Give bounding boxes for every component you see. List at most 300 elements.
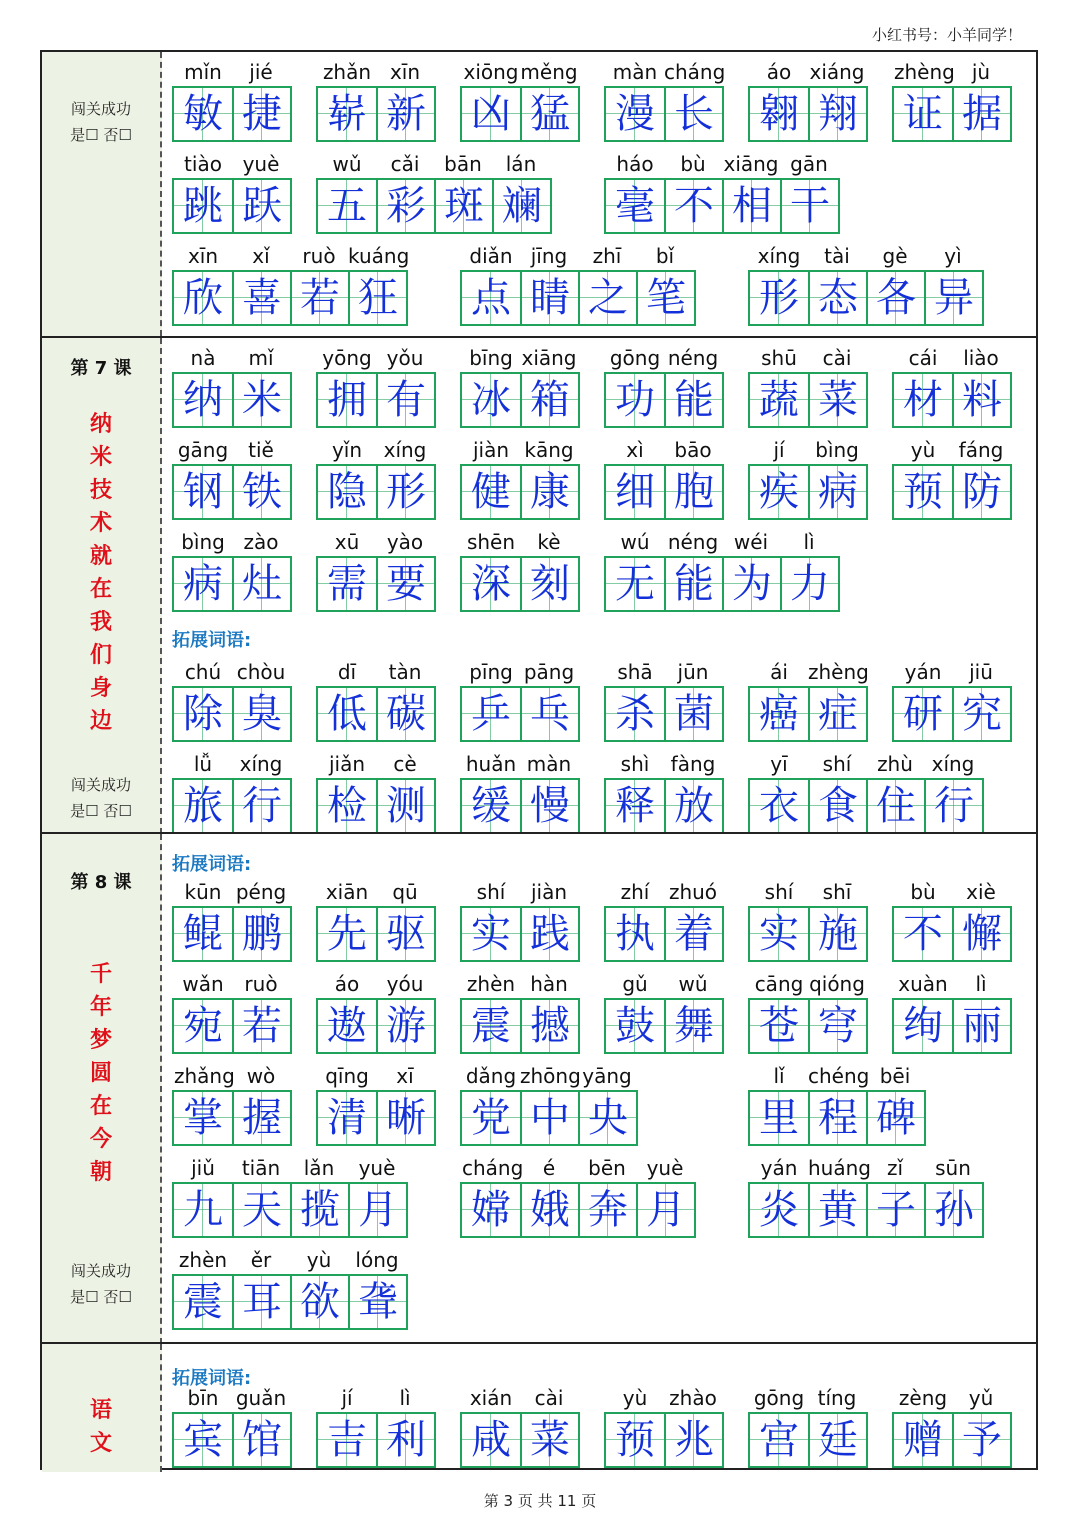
- pinyin: shí: [764, 880, 794, 904]
- tianzige-cell: [750, 466, 808, 518]
- tianzige-cell: [894, 466, 952, 518]
- pinyin-row: [604, 660, 724, 686]
- lesson-title-char: 术: [89, 510, 112, 536]
- pinyin-row: [460, 880, 580, 906]
- hanzi-char: 捷: [242, 91, 282, 137]
- pinyin: yāng: [582, 1064, 632, 1088]
- pinyin: chéng: [808, 1064, 870, 1088]
- hanzi-char: 刻: [530, 561, 570, 607]
- vocab-word: [748, 972, 868, 1054]
- vocab-word: [172, 1064, 292, 1146]
- pinyin: bēn: [588, 1156, 626, 1180]
- vocab-word: [604, 530, 840, 612]
- tianzige-grid: [460, 372, 580, 428]
- tianzige-cell: [318, 1092, 376, 1144]
- hanzi-char: 预: [903, 469, 943, 515]
- pinyin: lǐ: [773, 1064, 785, 1088]
- pinyin: shī: [822, 880, 852, 904]
- pinyin: yù: [622, 1386, 648, 1410]
- hanzi-char: 游: [386, 1003, 426, 1049]
- tianzige-cell: [952, 374, 1010, 426]
- tianzige-cell: [750, 1414, 808, 1466]
- tianzige-cell: [722, 558, 780, 610]
- hanzi-char: 低: [327, 691, 367, 737]
- tianzige-grid: [316, 372, 436, 428]
- pinyin-row: [172, 1386, 292, 1412]
- hanzi-char: 握: [242, 1095, 282, 1141]
- tianzige-cell: [318, 180, 376, 232]
- pass-yes-no-checkboxes[interactable]: 是☐ 否☐: [70, 1288, 132, 1306]
- pinyin: qīng: [325, 1064, 369, 1088]
- tianzige-grid: [604, 998, 724, 1054]
- hanzi-char: 冰: [471, 377, 511, 423]
- tianzige-cell: [174, 374, 232, 426]
- pinyin: háo: [616, 152, 654, 176]
- tianzige-grid: [172, 1274, 408, 1330]
- tianzige-cell: [520, 1000, 578, 1052]
- tianzige-cell: [318, 688, 376, 740]
- pinyin: wéi: [733, 530, 769, 554]
- pinyin-row: [172, 152, 292, 178]
- tianzige-cell: [808, 908, 866, 960]
- pinyin-row: [172, 60, 292, 86]
- pinyin: wǎn: [182, 972, 224, 996]
- hanzi-char: 跳: [183, 183, 223, 229]
- tianzige-cell: [664, 780, 722, 832]
- tianzige-grid: [892, 998, 1012, 1054]
- pinyin-row: [748, 1156, 984, 1182]
- hanzi-char: 释: [615, 783, 655, 829]
- hanzi-char: 实: [471, 911, 511, 957]
- tianzige-cell: [462, 908, 520, 960]
- pinyin: bāo: [674, 438, 712, 462]
- tianzige-grid: [460, 1090, 638, 1146]
- vocab-word: [748, 346, 868, 428]
- hanzi-char: 各: [876, 275, 916, 321]
- hanzi-char: 菜: [530, 1417, 570, 1463]
- tianzige-grid: [172, 270, 408, 326]
- lesson-title: [42, 1394, 160, 1460]
- pinyin: néng: [667, 530, 719, 554]
- pinyin-row: [748, 1386, 868, 1412]
- tianzige-cell: [376, 688, 434, 740]
- tianzige-grid: [460, 270, 696, 326]
- hanzi-char: 穹: [818, 1003, 858, 1049]
- pinyin-row: [316, 880, 436, 906]
- pinyin: áo: [766, 60, 792, 84]
- tianzige-cell: [866, 272, 924, 324]
- tianzige-grid: [172, 464, 292, 520]
- lesson-section: [42, 832, 1036, 1344]
- hanzi-char: 菜: [818, 377, 858, 423]
- lesson-title-char: 技: [89, 477, 112, 503]
- hanzi-char: 猛: [530, 91, 570, 137]
- tianzige-cell: [232, 780, 290, 832]
- hanzi-char: 杀: [615, 691, 655, 737]
- tianzige-cell: [462, 374, 520, 426]
- hanzi-char: 着: [674, 911, 714, 957]
- pinyin: lì: [803, 530, 815, 554]
- hanzi-char: 症: [818, 691, 858, 737]
- pinyin: gān: [790, 152, 828, 176]
- pass-label: 闯关成功: [70, 776, 131, 794]
- tianzige-grid: [316, 86, 436, 142]
- pinyin: bìng: [181, 530, 225, 554]
- tianzige-grid: [460, 1412, 580, 1468]
- vocab-word: [316, 1386, 436, 1468]
- pinyin: yuè: [646, 1156, 684, 1180]
- pinyin: yǐn: [331, 438, 363, 462]
- vocab-word: [604, 972, 724, 1054]
- pinyin: xiáng: [809, 60, 865, 84]
- tianzige-cell: [174, 558, 232, 610]
- tianzige-cell: [434, 180, 492, 232]
- tianzige-cell: [520, 1414, 578, 1466]
- tianzige-cell: [318, 1000, 376, 1052]
- pinyin: tiě: [248, 438, 274, 462]
- hanzi-char: 不: [674, 183, 714, 229]
- tianzige-cell: [520, 466, 578, 518]
- tianzige-cell: [664, 180, 722, 232]
- tianzige-grid: [316, 556, 436, 612]
- hanzi-char: 慢: [530, 783, 570, 829]
- tianzige-cell: [462, 466, 520, 518]
- hanzi-char: 欲: [300, 1279, 340, 1325]
- hanzi-char: 力: [790, 561, 830, 607]
- hanzi-char: 行: [242, 783, 282, 829]
- hanzi-char: 病: [183, 561, 223, 607]
- pinyin-row: [172, 1156, 408, 1182]
- lesson-title-char: 纳: [89, 411, 112, 437]
- hanzi-char: 崭: [327, 91, 367, 137]
- tianzige-cell: [750, 908, 808, 960]
- pinyin: shū: [761, 346, 797, 370]
- pinyin: qū: [392, 880, 418, 904]
- hanzi-char: 翱: [759, 91, 799, 137]
- pinyin: ruò: [302, 244, 336, 268]
- lesson-title: [42, 408, 160, 738]
- tianzige-cell: [952, 908, 1010, 960]
- pass-checkbox-group[interactable]: [42, 1258, 160, 1310]
- pinyin-row: [604, 152, 840, 178]
- pinyin: gōng: [753, 1386, 805, 1410]
- pinyin-row: [460, 346, 580, 372]
- tianzige-grid: [316, 464, 436, 520]
- hanzi-char: 驱: [386, 911, 426, 957]
- hanzi-char: 功: [615, 377, 655, 423]
- pinyin: tiào: [184, 152, 222, 176]
- vocab-word: [604, 60, 724, 142]
- vocab-sheet: [40, 50, 1038, 1470]
- pinyin: jīng: [530, 244, 568, 268]
- tianzige-cell: [290, 1184, 348, 1236]
- tianzige-cell: [462, 780, 520, 832]
- pinyin: xīn: [187, 244, 219, 268]
- pinyin-row: [172, 880, 292, 906]
- pinyin: jiū: [969, 660, 993, 684]
- tianzige-grid: [748, 1090, 926, 1146]
- pinyin-row: [460, 60, 580, 86]
- tianzige-cell: [808, 1184, 866, 1236]
- pinyin-row: [316, 530, 436, 556]
- hanzi-char: 乒: [471, 691, 511, 737]
- tianzige-grid: [316, 998, 436, 1054]
- hanzi-char: 欣: [183, 275, 223, 321]
- tianzige-cell: [232, 1276, 290, 1328]
- tianzige-cell: [290, 1276, 348, 1328]
- pinyin-row: [316, 152, 552, 178]
- pinyin: zhī: [592, 244, 622, 268]
- pinyin: zhèng: [894, 60, 955, 84]
- pinyin: péng: [235, 880, 287, 904]
- pinyin-row: [604, 60, 724, 86]
- vocab-word: [892, 660, 1012, 742]
- hanzi-char: 宾: [183, 1417, 223, 1463]
- pinyin: zào: [243, 530, 279, 554]
- vocab-word: [172, 152, 292, 234]
- lesson-title-char: 今: [89, 1126, 112, 1152]
- tianzige-cell: [808, 1000, 866, 1052]
- tianzige-cell: [780, 558, 838, 610]
- tianzige-grid: [748, 464, 868, 520]
- pinyin: shēn: [466, 530, 516, 554]
- pinyin-row: [172, 1064, 292, 1090]
- lesson-section: [42, 336, 1036, 834]
- pinyin-row: [892, 880, 1012, 906]
- hanzi-char: 不: [903, 911, 943, 957]
- tianzige-cell: [636, 272, 694, 324]
- tianzige-cell: [318, 466, 376, 518]
- tianzige-cell: [232, 688, 290, 740]
- pinyin: jiǎn: [328, 752, 366, 776]
- tianzige-cell: [664, 374, 722, 426]
- pinyin-row: [172, 752, 292, 778]
- pinyin: xíng: [239, 752, 283, 776]
- vocab-word: [172, 752, 292, 834]
- pinyin: jiǔ: [191, 1156, 215, 1180]
- pinyin: yōng: [322, 346, 372, 370]
- hanzi-char: 材: [903, 377, 943, 423]
- pinyin: yī: [770, 752, 788, 776]
- tianzige-cell: [232, 1414, 290, 1466]
- pinyin: shí: [476, 880, 506, 904]
- hanzi-char: 睛: [530, 275, 570, 321]
- hanzi-char: 斓: [502, 183, 542, 229]
- hanzi-char: 宫: [759, 1417, 799, 1463]
- pass-yes-no-checkboxes[interactable]: 是☐ 否☐: [70, 126, 132, 144]
- vocab-word: [460, 660, 580, 742]
- expand-words-label: 拓展词语:: [172, 630, 252, 651]
- tianzige-cell: [808, 88, 866, 140]
- pass-yes-no-checkboxes[interactable]: 是☐ 否☐: [70, 802, 132, 820]
- pinyin: cháng: [462, 1156, 524, 1180]
- pinyin: gè: [882, 244, 908, 268]
- tianzige-grid: [748, 686, 868, 742]
- tianzige-grid: [172, 906, 292, 962]
- pinyin-row: [892, 438, 1012, 464]
- pinyin-row: [460, 752, 580, 778]
- pinyin: bēi: [879, 1064, 911, 1088]
- tianzige-grid: [604, 372, 724, 428]
- hanzi-char: 宛: [183, 1003, 223, 1049]
- tianzige-grid: [892, 1412, 1012, 1468]
- hanzi-char: 掌: [183, 1095, 223, 1141]
- pinyin: kè: [537, 530, 561, 554]
- tianzige-grid: [316, 1412, 436, 1468]
- lesson-title-char: 们: [89, 642, 112, 668]
- hanzi-char: 碑: [876, 1095, 916, 1141]
- hanzi-char: 月: [646, 1187, 686, 1233]
- tianzige-grid: [892, 906, 1012, 962]
- pinyin: tàn: [388, 660, 422, 684]
- pinyin-row: [316, 1064, 436, 1090]
- pinyin: zǐ: [886, 1156, 904, 1180]
- vocab-word: [460, 244, 696, 326]
- pass-checkbox-group[interactable]: [42, 96, 160, 148]
- vocab-word: [748, 1156, 984, 1238]
- hanzi-char: 斑: [444, 183, 484, 229]
- vocab-content: [162, 1344, 1036, 1472]
- tianzige-cell: [664, 1414, 722, 1466]
- hanzi-char: 翔: [818, 91, 858, 137]
- tianzige-cell: [174, 88, 232, 140]
- hanzi-char: 干: [790, 183, 830, 229]
- pinyin: lǎn: [303, 1156, 335, 1180]
- hanzi-char: 隐: [327, 469, 367, 515]
- pass-checkbox-group[interactable]: [42, 772, 160, 824]
- vocab-word: [748, 60, 868, 142]
- hanzi-char: 天: [242, 1187, 282, 1233]
- hanzi-char: 放: [674, 783, 714, 829]
- tianzige-cell: [606, 908, 664, 960]
- pinyin-row: [748, 752, 984, 778]
- hanzi-char: 要: [386, 561, 426, 607]
- vocab-word: [460, 438, 580, 520]
- hanzi-char: 臭: [242, 691, 282, 737]
- hanzi-char: 耳: [242, 1279, 282, 1325]
- pinyin: lǚ: [193, 752, 213, 776]
- pinyin: yuè: [358, 1156, 396, 1180]
- tianzige-cell: [606, 688, 664, 740]
- hanzi-char: 五: [327, 183, 367, 229]
- pinyin-row: [892, 60, 1012, 86]
- pinyin-row: [748, 244, 984, 270]
- pinyin-row: [460, 530, 580, 556]
- hanzi-char: 相: [732, 183, 772, 229]
- pinyin: jié: [249, 60, 273, 84]
- tianzige-cell: [578, 1092, 636, 1144]
- tianzige-cell: [462, 558, 520, 610]
- pinyin: tiān: [241, 1156, 281, 1180]
- hanzi-char: 钢: [183, 469, 223, 515]
- pinyin: yǒu: [386, 346, 424, 370]
- vocab-word: [604, 1386, 724, 1468]
- tianzige-cell: [578, 272, 636, 324]
- hanzi-char: 笔: [646, 275, 686, 321]
- hanzi-char: 震: [471, 1003, 511, 1049]
- tianzige-cell: [606, 1414, 664, 1466]
- hanzi-char: 若: [242, 1003, 282, 1049]
- vocab-word: [316, 530, 436, 612]
- hanzi-char: 点: [471, 275, 511, 321]
- pinyin: cè: [393, 752, 417, 776]
- hanzi-char: 狂: [358, 275, 398, 321]
- tianzige-cell: [952, 1414, 1010, 1466]
- pinyin: huáng: [808, 1156, 871, 1180]
- tianzige-grid: [460, 86, 580, 142]
- hanzi-char: 苍: [759, 1003, 799, 1049]
- tianzige-grid: [172, 178, 292, 234]
- tianzige-cell: [894, 88, 952, 140]
- vocab-word: [460, 346, 580, 428]
- hanzi-char: 需: [327, 561, 367, 607]
- lesson-sidebar: [42, 1344, 162, 1472]
- pinyin: xíng: [931, 752, 975, 776]
- tianzige-grid: [172, 686, 292, 742]
- tianzige-grid: [460, 556, 580, 612]
- hanzi-char: 病: [818, 469, 858, 515]
- pinyin-row: [604, 972, 724, 998]
- pinyin: ruò: [244, 972, 278, 996]
- tianzige-cell: [232, 558, 290, 610]
- pinyin: wǔ: [678, 972, 708, 996]
- hanzi-char: 予: [962, 1417, 1002, 1463]
- pinyin: cài: [822, 346, 852, 370]
- pinyin: yóu: [386, 972, 424, 996]
- pinyin: ěr: [250, 1248, 272, 1272]
- hanzi-char: 漫: [615, 91, 655, 137]
- pinyin: bìng: [815, 438, 859, 462]
- pinyin: guǎn: [235, 1386, 287, 1410]
- pinyin: cái: [908, 346, 938, 370]
- tianzige-cell: [606, 1000, 664, 1052]
- pinyin: xǐ: [252, 244, 270, 268]
- hanzi-char: 灶: [242, 561, 282, 607]
- tianzige-cell: [376, 908, 434, 960]
- vocab-word: [604, 752, 724, 834]
- pinyin: zèng: [898, 1386, 948, 1410]
- tianzige-cell: [174, 1184, 232, 1236]
- vocab-word: [460, 752, 580, 834]
- hanzi-char: 晰: [386, 1095, 426, 1141]
- lesson-title-char: 身: [89, 675, 112, 701]
- tianzige-cell: [348, 1184, 406, 1236]
- tianzige-cell: [520, 908, 578, 960]
- tianzige-cell: [348, 1276, 406, 1328]
- pinyin-row: [316, 752, 436, 778]
- pinyin: áo: [334, 972, 360, 996]
- hanzi-char: 形: [386, 469, 426, 515]
- hanzi-char: 据: [962, 91, 1002, 137]
- pinyin: zhōng: [520, 1064, 581, 1088]
- hanzi-char: 康: [530, 469, 570, 515]
- tianzige-cell: [520, 1092, 578, 1144]
- tianzige-cell: [520, 688, 578, 740]
- tianzige-cell: [232, 466, 290, 518]
- vocab-word: [892, 438, 1012, 520]
- tianzige-cell: [318, 558, 376, 610]
- hanzi-char: 震: [183, 1279, 223, 1325]
- tianzige-cell: [894, 374, 952, 426]
- pinyin-row: [172, 530, 292, 556]
- pinyin: zhǎng: [174, 1064, 235, 1088]
- tianzige-grid: [460, 906, 580, 962]
- pinyin: tíng: [817, 1386, 857, 1410]
- pinyin: yì: [944, 244, 962, 268]
- pinyin: shí: [822, 752, 852, 776]
- pinyin-row: [892, 660, 1012, 686]
- pinyin-row: [316, 972, 436, 998]
